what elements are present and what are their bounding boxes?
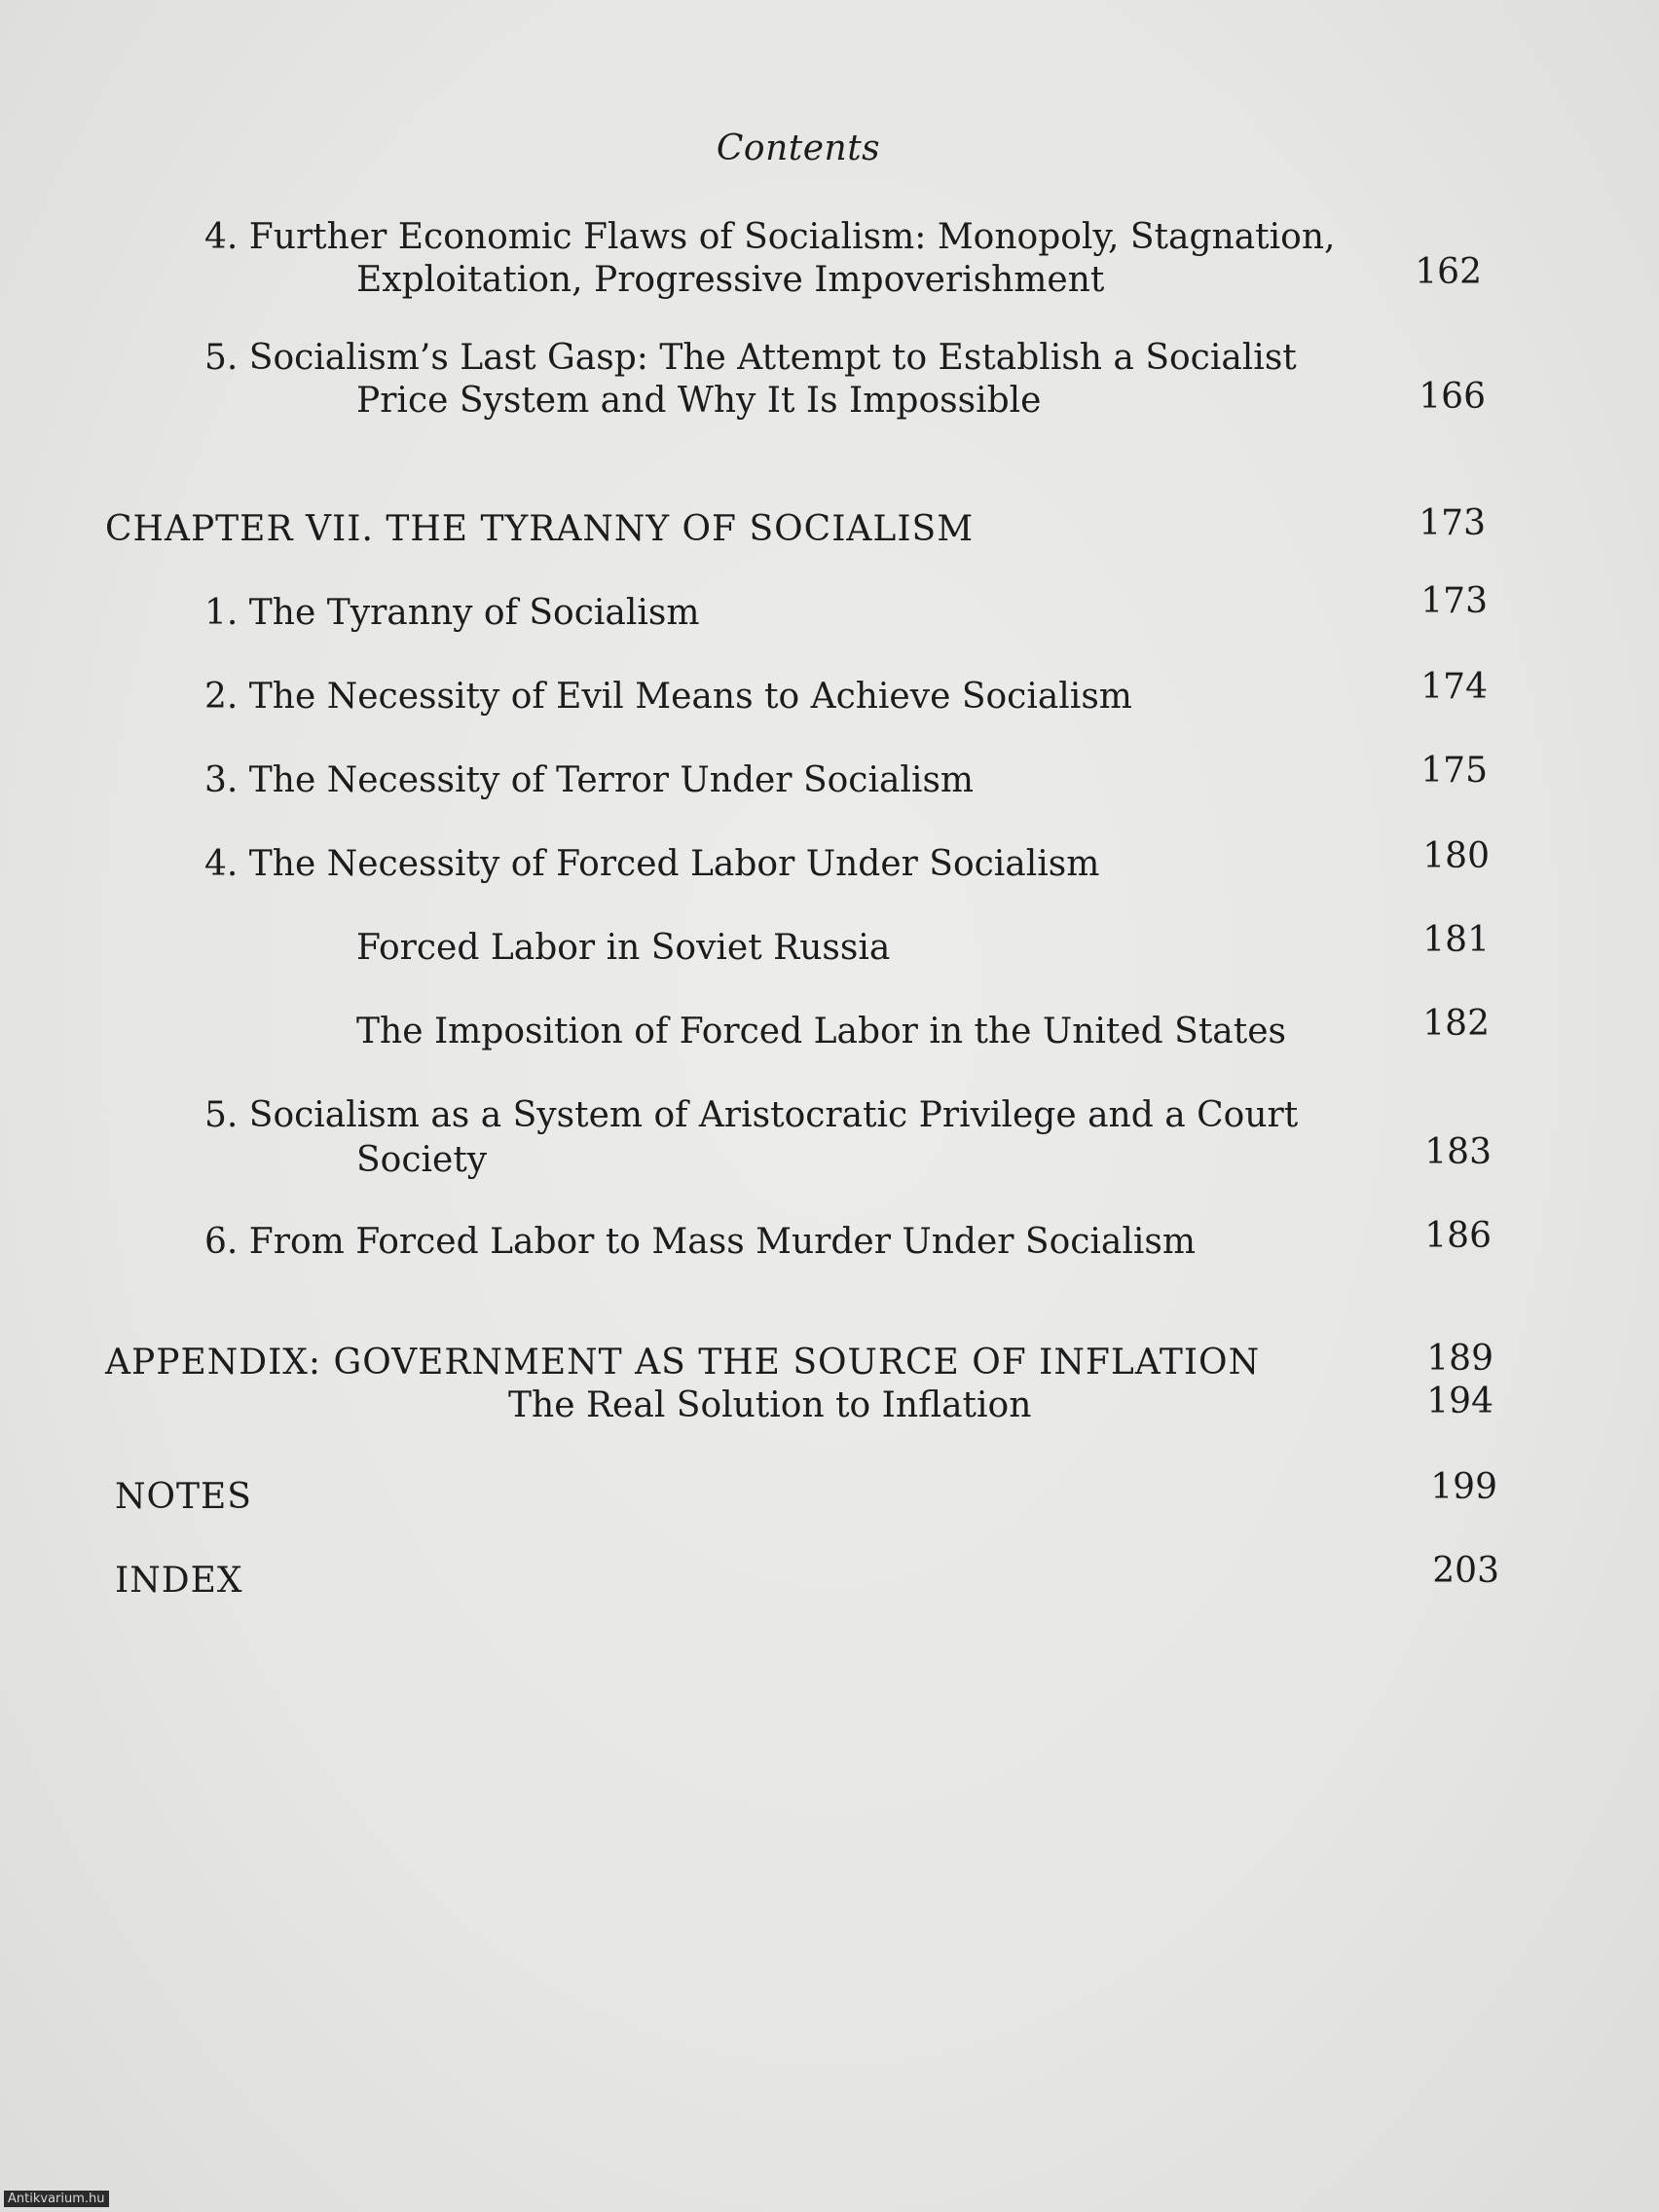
- appendix-heading: APPENDIX: GOVERNMENT AS THE SOURCE OF INFLATION: [105, 1343, 1261, 1382]
- toc-entry-title-cont: Price System and Why It Is Impossible: [356, 381, 1042, 421]
- toc-page-number: 183: [1424, 1132, 1492, 1172]
- toc-page-number: 199: [1430, 1467, 1497, 1507]
- toc-entry-title: 4. Further Economic Flaws of Socialism: Monopoly, Stagnation,: [204, 217, 1336, 257]
- notes-heading: NOTES: [115, 1477, 252, 1517]
- toc-page-number: 189: [1426, 1339, 1493, 1379]
- toc-entry-title: 1. The Tyranny of Socialism: [204, 593, 700, 633]
- toc-page-number: 174: [1420, 667, 1488, 707]
- toc-entry-title: 2. The Necessity of Evil Means to Achieve Socialism: [204, 677, 1132, 717]
- toc-page-number: 173: [1419, 503, 1486, 543]
- running-head: Contents: [716, 129, 881, 168]
- watermark-label: Antikvarium.hu: [4, 2191, 109, 2207]
- toc-subentry-title: The Real Solution to Inflation: [508, 1385, 1032, 1425]
- toc-subentry-title: Forced Labor in Soviet Russia: [356, 928, 891, 968]
- toc-subentry-title: The Imposition of Forced Labor in the United States: [356, 1012, 1287, 1051]
- toc-entry-title: 3. The Necessity of Terror Under Socialism: [204, 760, 975, 800]
- toc-entry-title: 5. Socialism as a System of Aristocratic Privilege and a Court: [204, 1095, 1299, 1135]
- toc-page-number: 175: [1420, 751, 1488, 791]
- toc-page-number: 166: [1419, 377, 1486, 417]
- toc-page-number: 203: [1432, 1551, 1499, 1591]
- toc-entry-title-cont: Exploitation, Progressive Impoverishment: [356, 260, 1105, 300]
- chapter-heading: CHAPTER VII. THE TYRANNY OF SOCIALISM: [105, 509, 975, 549]
- toc-page-number: 186: [1424, 1216, 1492, 1256]
- toc-page-number: 180: [1422, 836, 1490, 876]
- toc-page-number: 173: [1420, 581, 1488, 621]
- index-heading: INDEX: [115, 1561, 243, 1601]
- toc-page-number: 181: [1422, 920, 1490, 960]
- toc-page-number: 162: [1415, 252, 1482, 292]
- toc-entry-title: 6. From Forced Labor to Mass Murder Under Socialism: [204, 1222, 1197, 1262]
- toc-page-number: 182: [1422, 1004, 1490, 1044]
- toc-entry-title: 5. Socialism’s Last Gasp: The Attempt to Establish a Socialist: [204, 338, 1297, 378]
- toc-page-number: 194: [1426, 1382, 1493, 1421]
- toc-entry-title-cont: Society: [356, 1140, 488, 1180]
- toc-entry-title: 4. The Necessity of Forced Labor Under Socialism: [204, 844, 1100, 884]
